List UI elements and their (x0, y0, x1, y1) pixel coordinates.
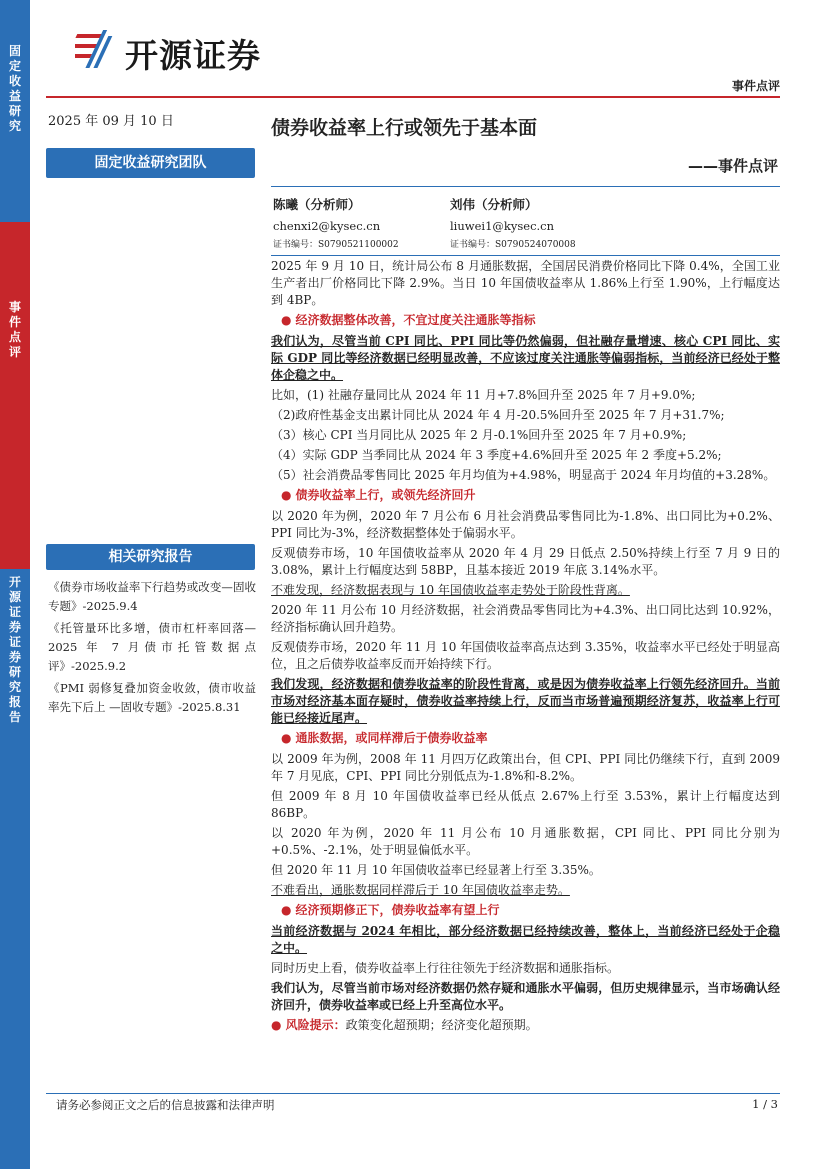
paragraph: 同时历史上看，债券收益率上行往往领先于经济数据和通胀指标。 (271, 961, 620, 975)
key-view: 我们认为，尽管当前 CPI 同比、PPI 同比等仍然偏弱，但社融存量增速、核心 CPI 同比、实际 GDP 同比等经济数据已经明显改善，不应该过度关注通胀等偏弱指标，当前经济已经处于整体企稳之中。 (271, 334, 780, 382)
paragraph: （2)政府性基金支出累计同比从 2024 年 4 月-20.5%回升至 2025 年 7 月+31.7%; (271, 408, 725, 422)
section-heading: ● 经济数据整体改善，不宜过度关注通胀等指标 (281, 313, 536, 327)
title-divider (271, 186, 780, 187)
paragraph: 以 2020 年为例，2020 年 7 月公布 6 月社会消费品零售同比为-1.8%、出口同比为+0.2%、PPI 同比为-3%，经济数据整体处于偏弱水平。 (271, 509, 780, 540)
analyst-cert: 证书编号：S0790521100002 (273, 240, 399, 250)
related-reports-list (48, 578, 256, 720)
header-divider (46, 96, 780, 98)
paragraph: 但 2009 年 8 月 10 年国债收益率已经从低点 2.67%上行至 3.53%，累计上行幅度达到 86BP。 (271, 789, 780, 820)
paragraph: 反观债券市场，2020 年 11 月 10 年国债收益率高点达到 3.35%，收益率水平已经处于明显高位，且之后债券收益率反而开始持续下行。 (271, 640, 780, 671)
paragraph: 但 2020 年 11 月 10 年国债收益率已经显著上行至 3.35%。 (271, 863, 601, 877)
team-label: 固定收益研究团队 (46, 148, 255, 178)
report-date: 2025 年 09 月 10 日 (48, 114, 174, 129)
key-view: 我们认为，尽管当前市场对经济数据仍然存疑和通胀水平偏弱，但历史规律显示，当市场确认经济回升，债券收益率或已经上升至高位水平。 (271, 981, 780, 1012)
bullet-icon: ● (271, 1018, 286, 1032)
key-view: 我们发现，经济数据和债券收益率的阶段性背离，或是因为债券收益率上行领先经济回升。当前市场对经济基本面存疑时，债券收益率持续上行，反而当市场普遍预期经济复苏，收益率上行可能已经接近尾声。 (271, 677, 780, 725)
intro-paragraph: 2025 年 9 月 10 日，统计局公布 8 月通胀数据，全国居民消费价格同比下降 0.4%，全国工业生产者出厂价格同比下降 2.9%。当日 10 年国债收益率从 1.86%上行至 1.90%，上行幅度达到 4BP。 (271, 259, 780, 307)
section-heading: ● 通胀数据，或同样滞后于债券收益率 (281, 731, 488, 745)
paragraph: 2020 年 11 月公布 10 月经济数据，社会消费品零售同比为+4.3%、出口同比达到 10.92%，经济指标确认回升趋势。 (271, 603, 780, 634)
report-subtitle: ——事件点评 (687, 157, 778, 175)
analyst-email[interactable]: liuwei1@kysec.cn (450, 219, 555, 233)
paragraph: （4）实际 GDP 当季同比从 2024 年 3 季度+4.6%回升至 2025 年 2 季度+5.2%; (271, 448, 722, 462)
bullet-icon: ● (281, 731, 292, 745)
key-view: 当前经济数据与 2024 年相比，部分经济数据已经持续改善，整体上，当前经济已经处于企稳之中。 (271, 924, 780, 955)
paragraph: （5）社会消费品零售同比 2025 年月均值为+4.98%，明显高于 2024 年月均值的+3.28%。 (271, 468, 776, 482)
report-type-tag: 事件点评 (731, 79, 780, 93)
paragraph: 以 2009 年为例，2008 年 11 月四万亿政策出台，但 CPI、PPI 同比仍继续下行，直到 2009 年 7 月见底，CPI、PPI 同比分别低点为-1.8%和-8.2%。 (271, 752, 780, 783)
analyst-divider (271, 255, 780, 256)
risk-note: ● 风险提示：政策变化超预期；经济变化超预期。 (271, 1018, 538, 1032)
related-report-link[interactable]: 《托管量环比多增，债市杠杆率回落—2025 年 7 月债市托管数据点评》-2025.9.2 (48, 621, 256, 673)
side-banner-type: 事件点评 (0, 222, 30, 569)
brand-name: 开源证券 (125, 36, 261, 75)
paragraph: （3）核心 CPI 当月同比从 2025 年 2 月-0.1%回升至 2025 年 7 月+0.9%; (271, 428, 687, 442)
footer-divider (46, 1093, 780, 1094)
page-number: 1 / 3 (752, 1097, 778, 1111)
section-heading: ● 经济预期修正下，债券收益率有望上行 (281, 903, 500, 917)
related-report-link[interactable]: 《债券市场收益率下行趋势或改变—固收专题》-2025.9.4 (48, 580, 256, 613)
paragraph: 比如，(1) 社融存量同比从 2024 年 11 月+7.8%回升至 2025 年 7 月+9.0%; (271, 388, 696, 402)
side-banner (0, 0, 30, 1169)
bullet-icon: ● (281, 488, 292, 502)
report-body (271, 258, 780, 1037)
analyst-card (273, 195, 399, 250)
bullet-icon: ● (281, 313, 292, 327)
related-report-link[interactable]: 《PMI 弱修复叠加资金收敛，债市收益率先下后上 —固收专题》-2025.8.31 (48, 681, 256, 714)
bullet-icon: ● (281, 903, 292, 917)
analyst-card (450, 195, 576, 250)
paragraph: 以 2020 年为例，2020 年 11 月公布 10 月通胀数据，CPI 同比、PPI 同比分别为+0.5%、-2.1%，处于明显偏低水平。 (271, 826, 780, 857)
report-title: 债券收益率上行或领先于基本面 (271, 117, 538, 139)
side-banner-category: 固定收益研究 (0, 0, 30, 222)
paragraph: 不难发现，经济数据表现与 10 年国债收益率走势处于阶段性背离。 (271, 583, 630, 597)
analyst-cert: 证书编号：S0790524070008 (450, 240, 576, 250)
footer-disclaimer: 请务必参阅正文之后的信息披露和法律声明 (56, 1098, 275, 1112)
paragraph: 反观债券市场，10 年国债收益率从 2020 年 4 月 29 日低点 2.50%持续上行至 7 月 9 日的 3.08%，累计上行幅度达到 58BP，且基本接近 2019 年底 3.14%水平。 (271, 546, 780, 577)
paragraph: 不难看出，通胀数据同样滞后于 10 年国债收益率走势。 (271, 883, 570, 897)
section-heading: ● 债券收益率上行，或领先经济回升 (281, 488, 476, 502)
analyst-name: 陈曦（分析师） (273, 197, 361, 212)
related-reports-title: 相关研究报告 (46, 544, 255, 570)
side-banner-brand: 开源证券 证券研究报告 (0, 569, 30, 1169)
analyst-name: 刘伟（分析师） (450, 197, 538, 212)
analyst-email[interactable]: chenxi2@kysec.cn (273, 219, 381, 233)
